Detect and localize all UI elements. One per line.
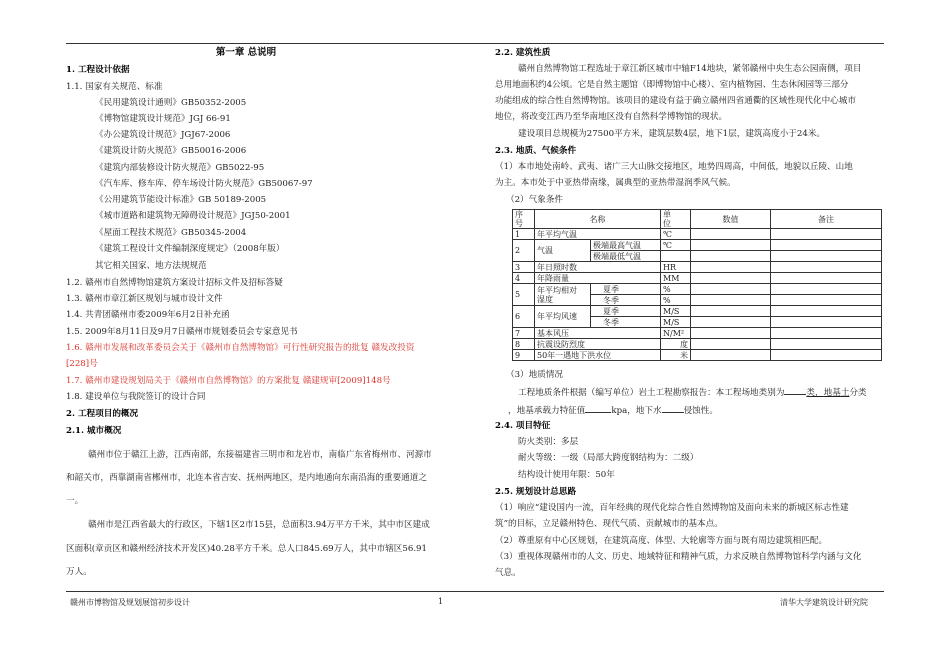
geology-text: 地基土 — [823, 388, 850, 398]
geology-heading: （3）地质情况 — [506, 370, 564, 380]
table-row — [513, 229, 882, 240]
geology-line-1 — [518, 385, 867, 399]
cell-unit — [661, 251, 691, 262]
list-item: 《办公建筑设计规范》JGJ67-2006 — [95, 130, 231, 140]
basis-item-red-cont: [228]号 — [66, 359, 98, 369]
paragraph-line: 一。 — [66, 496, 84, 506]
feature-item: 结构设计使用年限：50年 — [518, 470, 615, 480]
table-row — [513, 262, 882, 273]
header-seq: 序 号 — [513, 210, 535, 229]
basis-item: 1.5. 2009年8月11日及9月7日赣州市规划委员会专家意见书 — [66, 327, 298, 337]
cell-subname: 夏季 — [591, 306, 661, 317]
paragraph-line: 赣州市位于赣江上游，江西南部，东接福建省三明市和龙岩市，南临广东省梅州市、河源市 — [88, 450, 432, 460]
footer-rule — [66, 591, 884, 592]
cell-seq: 1 — [513, 229, 535, 240]
cell-value — [691, 317, 771, 328]
chapter-title: 第一章 总说明 — [215, 47, 277, 58]
footer-right: 清华大学建筑设计研究院 — [780, 598, 868, 607]
cell-name: 年日照时数 — [535, 262, 661, 273]
cell-note — [771, 262, 882, 273]
section-2-4: 2.4. 项目特征 — [495, 421, 551, 431]
cell-subname: 夏季 — [591, 284, 661, 295]
list-item: 《建筑工程设计文件编制深度规定》（2008年版） — [95, 244, 285, 254]
cell-unit: M/S — [661, 306, 691, 317]
paragraph-line: 赣州自然博物馆工程选址于章江新区城市中轴F14地块，紧邻赣州中央生态公园南侧，项目 — [518, 64, 862, 74]
cell-note — [771, 306, 882, 317]
cell-subname: 冬季 — [591, 295, 661, 306]
paragraph-line: 赣州市是江西省最大的行政区，下辖1区2市15县，总面积3.94万平方千米，其中市区建成 — [88, 520, 430, 530]
section-2-5: 2.5. 规划设计总思路 — [495, 487, 577, 497]
cell-seq: 6 — [513, 306, 535, 328]
basis-item-red: 1.6. 赣州市发展和改革委员会关于《赣州市自然博物馆》可行性研究报告的批复 赣发改投资 — [66, 343, 415, 353]
cell-note — [771, 317, 882, 328]
cell-value — [691, 295, 771, 306]
table-row — [513, 273, 882, 284]
paragraph-line: （2）尊重原有中心区规划，在建筑高度、体型、大轮廓等方面与既有周边建筑相匹配。 — [495, 536, 828, 546]
table-row — [513, 328, 882, 339]
list-item: 《屋面工程技术规范》GB50345-2004 — [95, 228, 247, 238]
cell-seq: 7 — [513, 328, 535, 339]
paragraph-line: （3）重视体现赣州市的人文、历史、地域特征和精神气质，力求反映自然博物馆科学内涵与文化 — [495, 552, 862, 562]
cell-subname: 冬季 — [591, 317, 661, 328]
table-row — [513, 284, 882, 295]
cell-name: 年平均气温 — [535, 229, 661, 240]
header-name: 名称 — [535, 210, 661, 229]
cell-name: 年平均风速 — [535, 306, 591, 328]
cell-unit: ℃ — [661, 229, 691, 240]
cell-name: 年平均相对 湿度 — [535, 284, 591, 306]
cell-seq: 3 — [513, 262, 535, 273]
header-note: 备注 — [771, 210, 882, 229]
table-row — [513, 339, 882, 350]
cell-name: 基本风压 — [535, 328, 661, 339]
feature-item: 耐火等级：一级（局部大跨度钢结构为：二级） — [518, 453, 699, 463]
cell-note — [771, 284, 882, 295]
cell-value — [691, 240, 771, 251]
cell-note — [771, 328, 882, 339]
bearing-capacity-blank — [585, 403, 611, 413]
basis-item: 1.3. 赣州市章江新区规划与城市设计文件 — [66, 294, 223, 304]
cell-unit: % — [661, 284, 691, 295]
cell-value — [691, 251, 771, 262]
cell-unit: % — [661, 295, 691, 306]
climate-table — [512, 209, 882, 361]
cell-subname: 极端最高气温 — [591, 240, 661, 251]
paragraph-line: 气息。 — [495, 568, 521, 578]
paragraph-line: 总用地面积约4公顷。它是自然主题馆（即博物馆中心楼）、室内植物园、生态休闲园等三部分 — [495, 80, 849, 90]
cell-seq: 4 — [513, 273, 535, 284]
list-item: 《公用建筑节能设计标准》GB 50189-2005 — [95, 195, 267, 205]
cell-value — [691, 328, 771, 339]
cell-name: 抗震设防烈度 — [535, 339, 661, 350]
cell-unit: MM — [661, 273, 691, 284]
paragraph-line: 万人。 — [66, 567, 92, 577]
geology-text: 分类 — [849, 388, 867, 398]
section-2-3: 2.3. 地质、气候条件 — [495, 146, 577, 156]
list-item: 其它相关国家、地方法规规范 — [95, 261, 207, 271]
cell-unit: M/S — [661, 317, 691, 328]
cell-unit: 米 — [661, 350, 691, 361]
geology-text: 类， — [806, 388, 824, 398]
section-2-2: 2.2. 建筑性质 — [495, 48, 551, 58]
scale-line: 建设项目总规模为27500平方米，建筑层数4层，地下1层，建筑高度小于24米。 — [518, 129, 826, 139]
geology-text: kpa，地下水 — [611, 406, 662, 416]
cell-value — [691, 273, 771, 284]
cell-seq: 5 — [513, 284, 535, 306]
list-item: 《建筑设计防火规范》GB50016-2006 — [95, 146, 247, 156]
geology-text: ，地基承载力特征值 — [508, 406, 586, 416]
cell-unit: N/M² — [661, 328, 691, 339]
basis-item: 1.8. 建设单位与我院签订的设计合同 — [66, 392, 206, 402]
paragraph-line: 筑”的目标，立足赣州特色、现代气质、贡献城市的基本点。 — [495, 519, 723, 529]
climate-heading: （2）气象条件 — [506, 195, 564, 205]
feature-item: 防火类别：多层 — [518, 437, 579, 447]
cell-unit: 度 — [661, 339, 691, 350]
section-2-heading: 2. 工程项目的概况 — [66, 409, 139, 419]
list-item: 《博物馆建筑设计规范》JGJ 66-91 — [95, 114, 231, 124]
header-rule — [66, 43, 884, 44]
basis-item: 1.2. 赣州市自然博物馆建筑方案设计招标文件及招标答疑 — [66, 278, 283, 288]
paragraph-line: 区面积(章贡区和赣州经济技术开发区)40.28平方千米。总人口845.69万人，其中市辖区56.91 — [66, 544, 427, 554]
paragraph-line: 地位，将改变江西乃至华南地区没有自然科学博物馆的现状。 — [495, 112, 728, 122]
cell-note — [771, 350, 882, 361]
list-item: 《民用建筑设计通则》GB50352-2005 — [95, 98, 247, 108]
basis-item-red: 1.7. 赣州市建设规划局关于《赣州市自然博物馆》的方案批复 赣建规审[2009]148号 — [66, 376, 391, 386]
cell-note — [771, 273, 882, 284]
cell-note — [771, 295, 882, 306]
footer-left: 赣州市博物馆及规划展馆初步设计 — [70, 598, 190, 607]
paragraph-line: 功能组成的综合性自然博物馆。该项目的建设有益于确立赣州四省通衢的区域性现代化中心城市 — [495, 96, 856, 106]
groundwater-blank — [662, 403, 684, 413]
cell-note — [771, 240, 882, 251]
list-item: 《建筑内部装修设计防火规范》GB5022-95 — [95, 163, 265, 173]
site-class-blank — [784, 385, 806, 395]
cell-seq: 8 — [513, 339, 535, 350]
list-item: 《城市道路和建筑物无障碍设计规范》JGJ50-2001 — [95, 211, 291, 221]
cell-seq: 2 — [513, 240, 535, 262]
cell-seq: 9 — [513, 350, 535, 361]
header-unit: 单 位 — [661, 210, 691, 229]
page-number: 1 — [438, 597, 444, 606]
list-item: 《汽车库、修车库、停车场设计防火规范》GB50067-97 — [95, 179, 313, 189]
geology-text: 侵蚀性。 — [683, 406, 718, 416]
cell-note — [771, 251, 882, 262]
paragraph-line: 为主。本市处于中亚热带南缘，属典型的亚热带湿润季风气候。 — [495, 178, 736, 188]
geology-line-2 — [508, 403, 718, 417]
cell-note — [771, 229, 882, 240]
paragraph-line: 和韶关市，西靠湖南省郴州市，北连本省吉安、抚州两地区，是内地通向东南沿海的重要通道之 — [66, 473, 427, 483]
paragraph-line: （1）本市地处南岭、武夷、诸广三大山脉交接地区，地势四周高，中间低，地貌以丘陵、山地 — [495, 162, 853, 172]
table-header — [513, 210, 882, 229]
cell-value — [691, 339, 771, 350]
basis-item: 1.4. 共青团赣州市委2009年6月2日补充函 — [66, 310, 230, 320]
cell-note — [771, 339, 882, 350]
cell-value — [691, 284, 771, 295]
cell-name: 年降雨量 — [535, 273, 661, 284]
section-1-1: 1.1. 国家有关规范、标准 — [66, 82, 163, 92]
geology-text: 工程地质条件根据（编写单位）岩土工程勘察报告：本工程场地类别为 — [518, 388, 785, 398]
table-row — [513, 306, 882, 317]
section-2-1: 2.1. 城市概况 — [66, 426, 122, 436]
header-value: 数值 — [691, 210, 771, 229]
cell-subname: 极端最低气温 — [591, 251, 661, 262]
table-row — [513, 240, 882, 251]
cell-name: 气温 — [535, 240, 591, 262]
table-row — [513, 350, 882, 361]
cell-value — [691, 350, 771, 361]
cell-unit: ℃ — [661, 240, 691, 251]
paragraph-line: （1）响应“建设国内一流，百年经典的现代化综合性自然博物馆及面向未来的新城区标志性建 — [495, 503, 849, 513]
cell-name: 50年一遇地下洪水位 — [535, 350, 661, 361]
cell-value — [691, 306, 771, 317]
cell-value — [691, 229, 771, 240]
cell-value — [691, 262, 771, 273]
section-1-heading: 1. 工程设计依据 — [66, 65, 130, 75]
cell-unit: HR — [661, 262, 691, 273]
